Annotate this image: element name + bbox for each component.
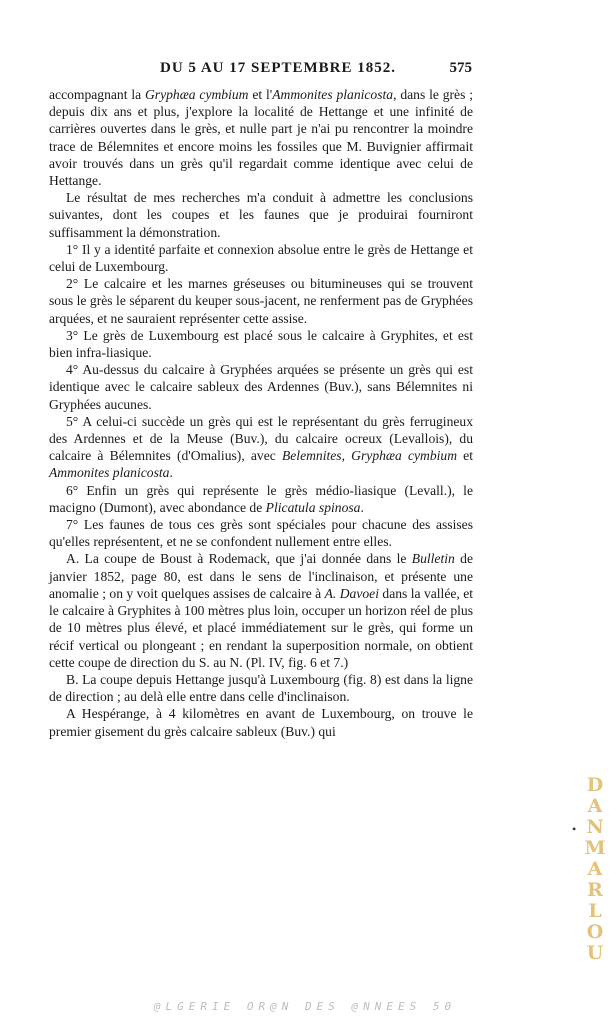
text-run: 1° Il y a identité parfaite et connexion absolue entre le grès de Hettange et celui de Luxembourg. (49, 241, 473, 275)
text-run: dans la vallée, et le calcaire à Gryphites à 100 mètres plus loin, occuper un horizon réel de plus de 10 mètres plus élevé, et placé immédiatement sur le grès, qui forme un récif vertical ou plongeant ; en rendant la superposition normale, on obtient cette coupe de direction du S. au N. (Pl. IV, fig. 6 et 7.) (49, 585, 474, 670)
italic-text: Bulletin (411, 551, 455, 567)
text-run: 4° Au-dessus du calcaire à Gryphées arquées se présente un grès qui est identique avec le calcaire sableux des Ardennes (Buv.), sans Bélemnites ni Gryphées aucunes. (49, 362, 473, 412)
paragraph (49, 275, 473, 327)
paragraph (49, 189, 473, 241)
italic-text: Plicatula spinosa (265, 499, 361, 515)
paragraph (49, 705, 473, 739)
text-run: Le résultat de mes recherches m'a conduit à admettre les conclusions suivantes, dont les coupes et les faunes que je produirai fourniront suffisamment la démonstration. (49, 190, 473, 240)
text-run: 3° Le grès de Luxembourg est placé sous le calcaire à Gryphites, et est bien infra-liasique. (49, 327, 473, 361)
text-run: de janvier 1852, page 80, est dans le sens de l'inclinaison, et présente une anomalie ; on y voit quelques assises de calcaire à (49, 551, 473, 601)
italic-text: Gryphæa cymbium (351, 448, 458, 464)
text-run: 7° Les faunes de tous ces grès sont spéciales pour chacune des assises qu'elles représentent, et ne se confondent nullement entre elles. (49, 517, 473, 550)
paragraph (49, 516, 473, 550)
text-run: , dans le grès ; depuis dix ans et plus, j'explore la localité de Hettange et une infinité de carrières ouvertes dans le grès, et nulle part je n'ai pu rencontrer la moindre trace de Bélemnites et encore moins les fossiles que M. Buvignier affirmait avoir trouvés dans un grès qu'il regardait comme identique avec celui de Hettange. (49, 87, 473, 189)
paragraph (49, 671, 473, 705)
text-run: A. La coupe de Boust à Rodemack, que j'ai donnée dans le (66, 551, 412, 567)
text-run: , (341, 448, 352, 464)
paragraph (49, 413, 473, 482)
bottom-watermark: @LGERIE OR@N DES @NNEES 50 (153, 1000, 457, 1013)
text-run: . (360, 499, 364, 515)
text-run: . (169, 465, 173, 481)
text-run: 5° A celui-ci succède un grès qui est le représentant du grès ferrugineux des Ardennes et de la Meuse (Buv.), du calcaire ocreux (Levallois), du calcaire à Bélemnites (d'Omalius), avec (49, 413, 473, 464)
text-run: accompagnant la (49, 87, 145, 102)
margin-mark: • (572, 822, 577, 836)
text-run: 2° Le calcaire et les marnes gréseuses ou bitumineuses qui se trouvent sous le grès le séparent du keuper sous-jacent, ne renferment pas de Gryphées arquées, et ne sauraient représenter cette assise. (49, 276, 473, 326)
italic-text: A. Davoei (324, 585, 379, 601)
page-number: 575 (449, 60, 472, 76)
paragraph (49, 241, 473, 275)
body-text (49, 86, 473, 740)
text-run: et l' (248, 87, 273, 102)
italic-text: Gryphæa cymbium (144, 87, 249, 102)
paragraph (49, 361, 473, 413)
paragraph (49, 482, 473, 516)
page-header (0, 60, 610, 82)
paragraph (49, 550, 473, 670)
paragraph (49, 86, 473, 189)
italic-text: Belemnites (281, 448, 342, 464)
running-head: DU 5 AU 17 SEPTEMBRE 1852. (160, 60, 397, 76)
text-run: B. La coupe depuis Hettange jusqu'à Luxembourg (fig. 8) est dans la ligne de direction ; au delà elle entre dans celle d'inclinaison. (49, 671, 473, 705)
text-run: A Hespérange, à 4 kilomètres en avant de Luxembourg, on trouve le premier gisement du grès calcaire sableux (Buv.) qui (49, 706, 473, 739)
side-watermark: DANMARLOU (584, 774, 606, 964)
italic-text: Ammonites planicosta (49, 465, 170, 481)
paragraph (49, 327, 473, 361)
text-run: et (457, 448, 473, 464)
italic-text: Ammonites planicosta (272, 87, 394, 102)
text-run: 6° Enfin un grès qui représente le grès médio-liasique (Levall.), le macigno (Dumont), avec abondance de (49, 482, 473, 515)
